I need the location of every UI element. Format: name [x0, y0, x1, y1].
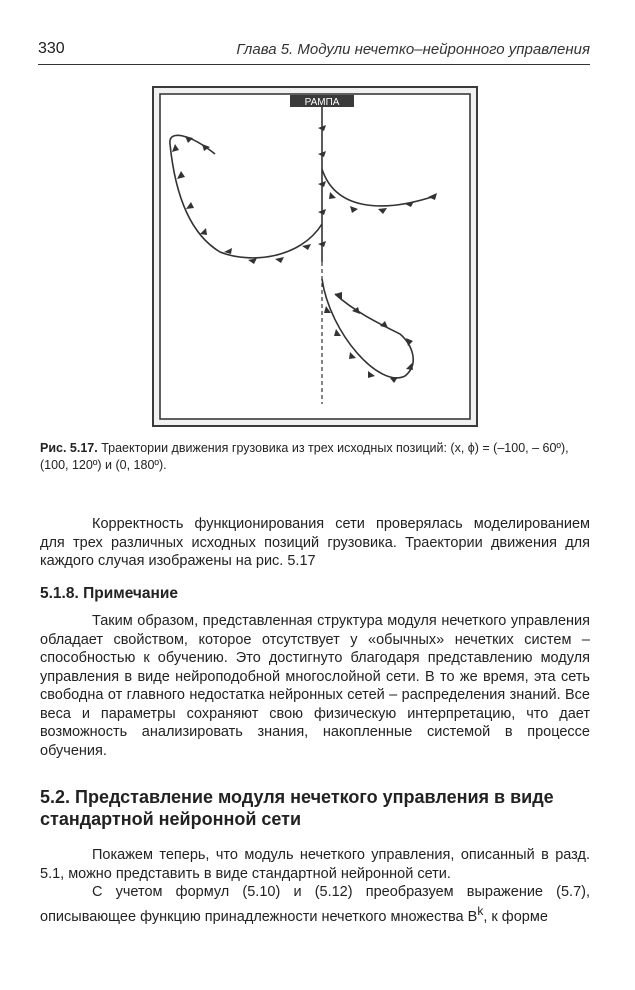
section-5-2-para-1: Покажем теперь, что модуль нечеткого управления, описанный в разд. 5.1, можно представить в виде стандартной нейронной сети. — [40, 847, 590, 882]
para-2-start: С учетом формул (5.10) и (5.12) преобразуем выражение (5.7), описывающее функцию принадлежности нечеткого множества B — [40, 884, 590, 925]
trajectory-diagram — [150, 84, 480, 429]
ramp-label: РАМПА — [304, 97, 340, 108]
section-5-1-8-heading: 5.1.8. Примечание — [40, 585, 179, 602]
para-2-superscript: k — [477, 903, 484, 918]
section-5-2-para-2 — [40, 883, 590, 926]
figure-caption-label: Рис. 5.17. — [40, 441, 98, 455]
running-header-title: Глава 5. Модули нечетко–нейронного управления — [236, 41, 590, 58]
figure-caption — [40, 440, 592, 474]
figure-caption-text: Траектории движения грузовика из трех исходных позиций: (x, ϕ) = (–100, – 60º), (100, 120º) и (0, 180º). — [40, 441, 569, 472]
section-5-1-8-text: Таким образом, представленная структура модуля нечеткого управления обладает свойством, которое отсутствует у «обычных» нечетких систем – способностью к обучению. Это достигнуто благодаря представлению модуля управления в виде нейроподобной многослойной сети. В то же время, эта сеть свободна от главного недостатка нейронных сетей – распределения знаний. Все веса и параметры сохраняют свою физическую интерпретацию, что дает возможность анализировать знания, накопленные системой в процессе обучения. — [40, 613, 590, 759]
para-2-end: , к форме — [483, 908, 548, 925]
paragraph-correctness: Корректность функционирования сети проверялась моделированием для трех различных исходных позиций грузовика. Траектории движения для каждого случая изображены на рис. 5.17 — [40, 516, 590, 569]
section-5-2-heading: 5.2. Представление модуля нечеткого управления в виде стандартной нейронной сети — [40, 787, 554, 829]
header-rule — [38, 64, 590, 65]
frame-inner — [160, 94, 470, 419]
page-number: 330 — [38, 40, 65, 57]
figure-truck-trajectories — [150, 84, 480, 429]
